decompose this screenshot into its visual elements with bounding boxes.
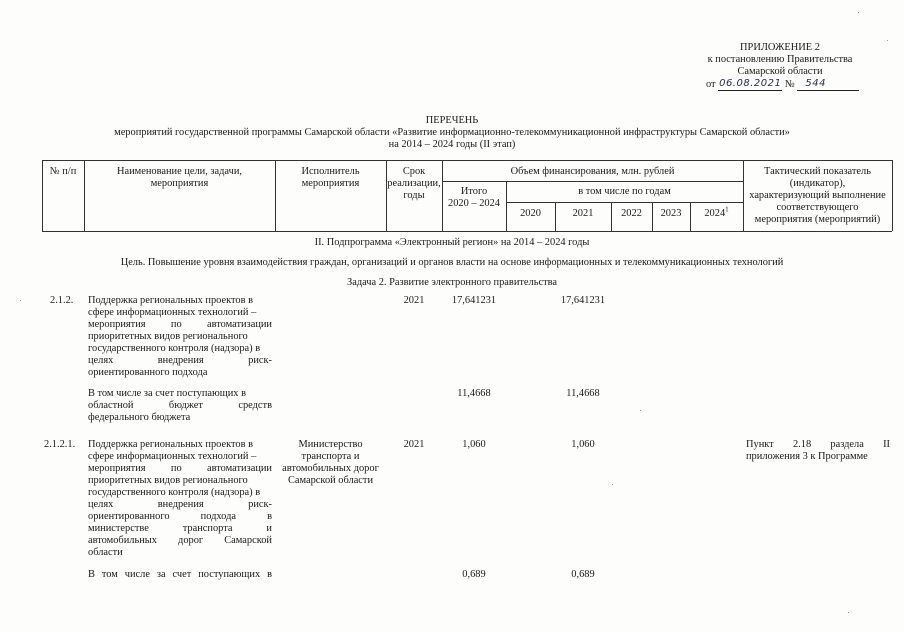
row-name <box>88 439 272 559</box>
row-2021: 17,641231 <box>560 295 606 306</box>
row-2021: 0,689 <box>571 569 595 580</box>
row-executor-line: автомобильных дорог <box>282 463 379 474</box>
row-name-line: государственного контроля (надзора) в <box>88 343 261 354</box>
appendix-date-line <box>706 78 866 91</box>
header-executor-line: мероприятия <box>301 178 360 189</box>
row-term: 2021 <box>403 439 425 450</box>
row-total: 1,060 <box>462 439 486 450</box>
row-name <box>88 295 272 379</box>
appendix-line-1: к постановлению Правительства <box>707 54 853 65</box>
row-indicator <box>746 439 890 463</box>
row-name-line: мероприятия по автоматизации <box>88 319 272 330</box>
row-name-line: министерстве транспорта и <box>88 523 272 534</box>
row-name-line: сфере информационных технологий – <box>88 451 257 462</box>
row-name-line: мероприятия по автоматизации <box>88 463 272 474</box>
row-name-line: областной бюджет средств <box>88 400 272 411</box>
header-term-line: Срок <box>402 166 426 177</box>
handwritten-number: 544 <box>805 78 826 89</box>
row-executor-line: Самарской области <box>287 475 374 486</box>
appendix-from-label: от <box>706 79 716 90</box>
header-year-2024-label: 2024 <box>704 208 726 219</box>
row-indicator-line: Пункт 2.18 раздела II <box>746 439 890 450</box>
header-term <box>386 166 442 202</box>
header-indicator-line: (индикатор), <box>789 178 846 189</box>
subprogram-heading: II. Подпрограмма «Электронный регион» на 2014 – 2024 годы <box>314 237 590 248</box>
header-year-2022: 2022 <box>621 208 642 219</box>
header-total <box>442 186 506 210</box>
row-name-line: Поддержка региональных проектов в <box>88 439 254 450</box>
header-financing: Объем финансирования, млн. рублей <box>510 166 675 177</box>
row-name-line: Поддержка региональных проектов в <box>88 295 254 306</box>
row-executor-line: Министерство <box>298 439 363 450</box>
header-indicator-line: характеризующий выполнение <box>749 190 886 201</box>
row-name-line: целях внедрения риск- <box>88 355 272 366</box>
row-name-line: ориентированного подхода в <box>88 511 272 522</box>
row-name <box>88 388 272 424</box>
header-name-line: мероприятия <box>150 178 209 189</box>
row-name-line: ориентированного подхода <box>88 367 208 378</box>
row-name-line: В том числе за счет поступающих в <box>88 388 247 399</box>
header-total-line: 2020 – 2024 <box>448 198 500 209</box>
row-name-line: приоритетных видов регионального <box>88 331 248 342</box>
header-year-2024 <box>690 205 743 220</box>
row-name-line: В том числе за счет поступающих в <box>88 569 272 580</box>
header-by-years: в том числе по годам <box>578 186 671 197</box>
row-number: 2.1.2. <box>50 295 74 306</box>
header-name <box>84 166 275 190</box>
document-title: ПЕРЕЧЕНЬ <box>425 115 479 126</box>
row-name-line: автомобильных дорог Самарской <box>88 535 272 546</box>
row-term: 2021 <box>403 295 425 306</box>
header-name-line: Наименование цели, задачи, <box>116 166 243 177</box>
document-period: на 2014 – 2024 годы (II этап) <box>388 139 516 150</box>
row-name-line: целях внедрения риск- <box>88 499 272 510</box>
header-year-2021: 2021 <box>572 208 594 219</box>
header-year-2023: 2023 <box>660 208 682 219</box>
appendix-title: ПРИЛОЖЕНИЕ 2 <box>740 42 820 53</box>
row-executor-line: транспорта и <box>301 451 360 462</box>
row-total: 11,4668 <box>457 388 491 399</box>
row-name-line: государственного контроля (надзора) в <box>88 487 261 498</box>
row-name-line: приоритетных видов регионального <box>88 475 248 486</box>
appendix-line-2: Самарской области <box>737 66 823 77</box>
row-name-line: сфере информационных технологий – <box>88 307 257 318</box>
task-heading: Задача 2. Развитие электронного правительства <box>347 277 557 288</box>
header-indicator-line: мероприятия (мероприятий) <box>754 214 881 225</box>
handwritten-date: 06.08.2021 <box>719 78 782 89</box>
header-executor <box>275 166 386 190</box>
header-num: № п/п <box>49 166 77 177</box>
row-total: 0,689 <box>462 569 486 580</box>
row-name-line: федерального бюджета <box>88 412 191 423</box>
appendix-number-label: № <box>784 79 795 90</box>
row-2021: 11,4668 <box>566 388 600 399</box>
header-indicator-line: Тактический показатель <box>764 166 871 177</box>
row-total: 17,641231 <box>451 295 497 306</box>
row-2021: 1,060 <box>571 439 595 450</box>
header-executor-line: Исполнитель <box>301 166 360 177</box>
header-total-line: Итого <box>460 186 488 197</box>
row-name <box>88 569 272 581</box>
header-indicator <box>743 166 892 226</box>
goal-heading: Цель. Повышение уровня взаимодействия граждан, организаций и органов власти на основе информационных и телекоммуникационных технологий <box>120 257 784 268</box>
document-subtitle: мероприятий государственной программы Самарской области «Развитие информационно-телекоммуникационной инфраструктуры Самарской области» <box>114 127 790 138</box>
header-year-2020: 2020 <box>520 208 541 219</box>
row-number: 2.1.2.1. <box>44 439 76 450</box>
header-term-line: годы <box>403 190 425 201</box>
header-term-line: реализации, <box>387 178 441 189</box>
row-name-line: области <box>88 547 123 558</box>
row-executor <box>275 439 386 487</box>
row-indicator-line: приложения 3 к Программе <box>746 451 868 462</box>
footnote-mark: 1 <box>725 205 729 214</box>
header-indicator-line: соответствующего <box>776 202 859 213</box>
